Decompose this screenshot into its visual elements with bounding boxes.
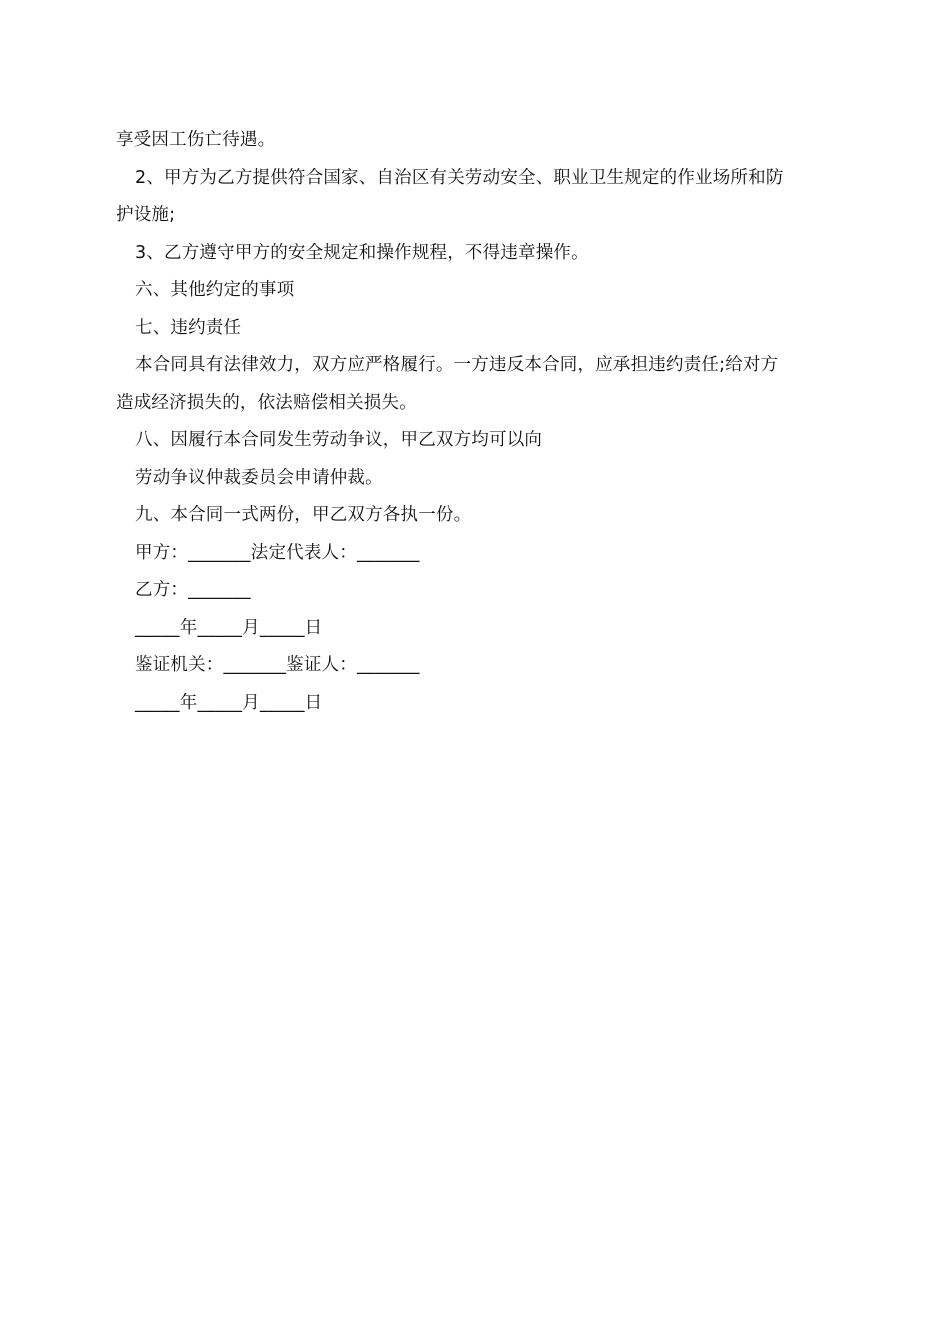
signing-date-line: _____年_____月_____日 [135,617,323,638]
section-9-heading: 九、本合同一式两份，甲乙双方各执一份。 [135,505,472,525]
section-6-heading: 六、其他约定的事项 [135,280,295,300]
liability-paragraph: 本合同具有法律效力，双方应严格履行。一方违反本合同，应承担违约责任;给对方 [135,355,779,375]
paragraph-continuation: 享受因工伤亡待遇。 [116,130,276,150]
section-8-continuation: 劳动争议仲裁委员会申请仲裁。 [135,467,383,488]
authentication-signature-line: 鉴证机关：_______鉴证人：_______ [135,655,420,675]
section-8-heading: 八、因履行本合同发生劳动争议，甲乙双方均可以向 [135,430,543,450]
authentication-date-line: _____年_____月_____日 [135,692,323,713]
section-7-heading: 七、违约责任 [135,317,242,338]
clause-3: 3、乙方遵守甲方的安全规定和操作规程，不得违章操作。 [135,242,589,263]
party-b-signature-line: 乙方：_______ [135,580,251,600]
clause-2-continuation: 护设施; [116,205,176,225]
clause-2: 2、甲方为乙方提供符合国家、自治区有关劳动安全、职业卫生规定的作业场所和防 [135,167,784,188]
document-body [116,122,836,722]
party-a-signature-line: 甲方：_______法定代表人：_______ [135,542,420,563]
liability-paragraph-continuation: 造成经济损失的，依法赔偿相关损失。 [116,392,417,413]
